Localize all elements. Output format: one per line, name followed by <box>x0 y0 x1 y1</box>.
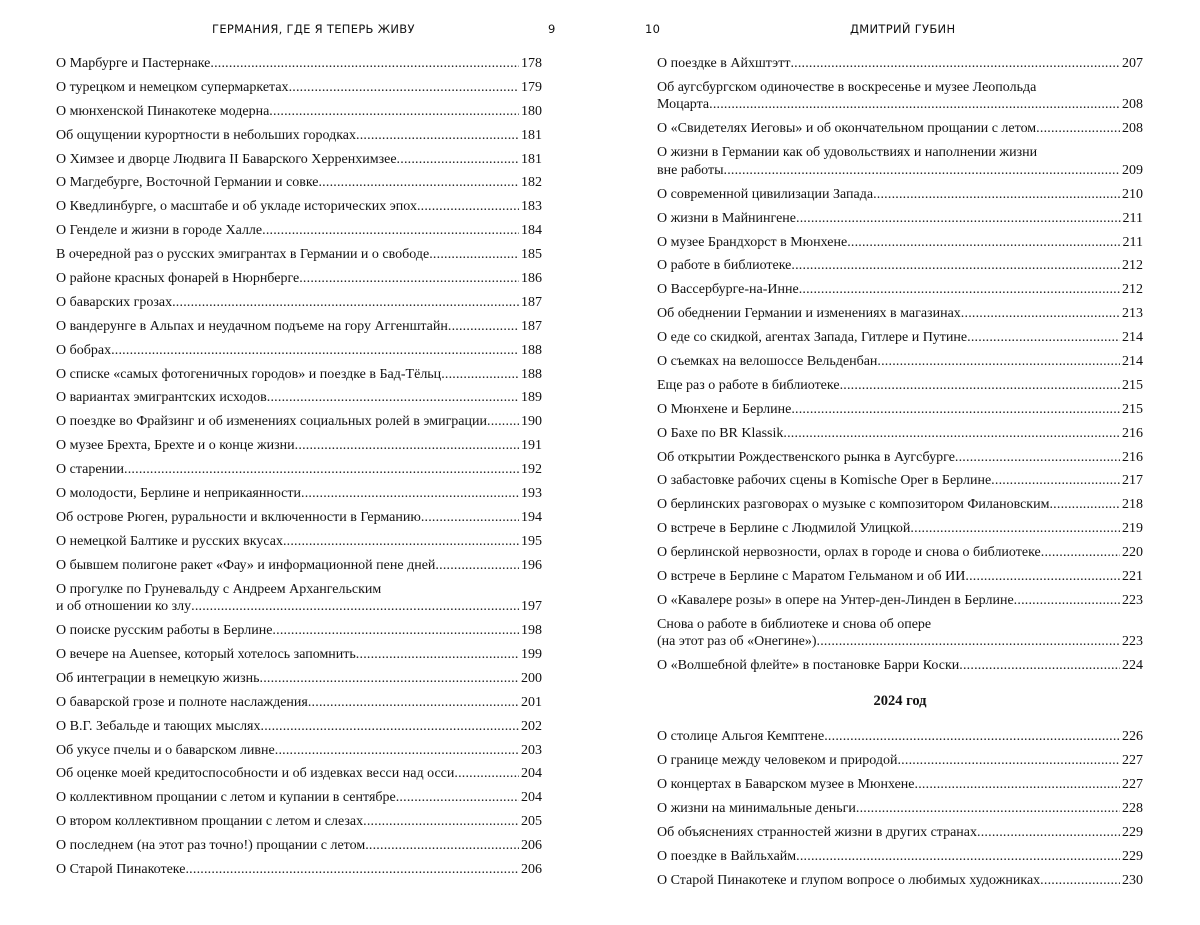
toc-entry-title: О жизни в Майнингене <box>657 210 797 226</box>
toc-entry-page: 206 <box>521 861 542 877</box>
toc-entry-title: О музее Брандхорст в Мюнхене <box>657 234 848 250</box>
toc-entry-title: О районе красных фонарей в Нюрнберге <box>56 271 300 287</box>
toc-entry-page: 188 <box>521 342 542 358</box>
toc-entry-title: Об открытии Рождественского рынка в Аугсбурге <box>657 449 955 465</box>
toc-entry-page: 229 <box>1122 848 1143 864</box>
toc-entry <box>657 657 1143 675</box>
toc-entry-title: В очередной раз о русских эмигрантах в Германии и о свободе <box>56 247 430 263</box>
toc-entry-page: 178 <box>521 56 542 71</box>
dot-leader <box>709 96 1120 114</box>
toc-entry-page: 200 <box>521 670 542 686</box>
toc-entry-title: О еде со скидкой, агентах Запада, Гитлере и Путине <box>657 330 968 346</box>
toc-entry <box>657 257 1143 275</box>
dot-leader <box>441 366 519 384</box>
toc-entry-page: 192 <box>521 462 542 478</box>
dot-leader <box>790 55 1120 73</box>
toc-entry-page: 211 <box>1122 234 1143 250</box>
toc-entry <box>657 329 1143 347</box>
toc-entry-title: О баварских грозах <box>56 294 173 310</box>
toc-entry-page: 217 <box>1122 473 1143 489</box>
toc-entry <box>657 449 1143 467</box>
toc-entry <box>56 461 542 479</box>
toc-entry-title: Об острове Рюген, руральности и включенности в Германию <box>56 509 421 525</box>
toc-entry-page: 229 <box>1122 825 1143 841</box>
toc-entry-title: О «Волшебной флейте» в постановке Барри Коски <box>657 658 960 674</box>
dot-leader <box>301 485 519 503</box>
toc-entry <box>56 485 542 503</box>
toc-entry-title: О Старой Пинакотеке <box>56 861 186 877</box>
toc-entry <box>657 377 1143 395</box>
toc-entry-title: О баварской грозе и полноте наслаждения <box>56 694 308 710</box>
toc-entry-page: 218 <box>1122 497 1143 513</box>
dot-leader <box>396 789 519 807</box>
toc-entry-page: 179 <box>521 79 542 95</box>
toc-entry-page: 187 <box>521 294 542 310</box>
toc-entry-page: 186 <box>521 271 542 287</box>
toc-entry-page: 199 <box>521 646 542 662</box>
dot-leader <box>261 718 520 736</box>
dot-leader <box>910 520 1120 538</box>
toc-entry-title: О границе между человеком и природой <box>657 753 898 769</box>
toc-entry <box>56 366 542 384</box>
toc-entry <box>657 848 1143 866</box>
toc-entry-title: О поездке во Фрайзинг и об изменениях социальных ролей в эмиграции <box>56 414 487 430</box>
toc-entry <box>56 557 542 575</box>
dot-leader <box>977 824 1120 842</box>
toc-entry-title: О встрече в Берлине с Маратом Гельманом и об ИИ <box>657 569 966 584</box>
toc-entry <box>56 174 542 192</box>
dot-leader <box>308 694 519 712</box>
toc-entry-title-line: Снова о работе в библиотеке и снова об опере <box>657 616 932 632</box>
toc-entry-page: 226 <box>1122 729 1143 745</box>
toc-entry-title: О «Свидетелях Иеговы» и об окончательном прощании с летом <box>657 121 1037 137</box>
toc-entry-title: О мюнхенской Пинакотеке модерна <box>56 103 270 119</box>
dot-leader <box>487 413 519 431</box>
dot-leader <box>289 79 519 97</box>
toc-entry-title: О встрече в Берлине с Людмилой Улицкой <box>657 521 911 537</box>
toc-entry-title: О Старой Пинакотеке и глупом вопросе о любимых художниках <box>657 872 1041 888</box>
dot-leader <box>791 257 1120 275</box>
dot-leader <box>365 837 519 855</box>
toc-entry-page: 228 <box>1122 801 1143 817</box>
toc-entry-page: 197 <box>521 599 542 615</box>
toc-entry <box>56 79 542 97</box>
toc-entry-page: 212 <box>1122 282 1143 298</box>
toc-entry-page: 193 <box>521 486 542 502</box>
dot-leader <box>796 848 1120 866</box>
toc-entry-page: 213 <box>1122 306 1143 322</box>
toc-entry-title: О Химзее и дворце Людвига II Баварского Херренхимзее <box>56 151 397 167</box>
toc-entry <box>657 800 1143 818</box>
toc-entry <box>56 246 542 264</box>
toc-entry-title: О музее Брехта, Брехте и о конце жизни <box>56 438 295 454</box>
toc-entry-page: 205 <box>521 814 542 830</box>
toc-entry <box>56 765 542 783</box>
toc-entry-title: Об оценке моей кредитоспособности и об издевках весси над осси <box>56 766 455 782</box>
toc-entry <box>56 718 542 736</box>
right-page <box>600 0 1200 925</box>
toc-entry-title: О концертах в Баварском музее в Мюнхене <box>657 777 915 793</box>
toc-entry <box>657 186 1143 204</box>
toc-entry-title-line: Об аугсбургском одиночестве в воскресенье и музее Леопольда <box>657 79 1037 95</box>
dot-leader <box>172 294 519 312</box>
dot-leader <box>454 765 519 783</box>
toc-entry-page: 184 <box>521 223 542 239</box>
toc-entry <box>657 872 1143 890</box>
toc-entry-page: 207 <box>1122 56 1143 71</box>
dot-leader <box>915 776 1120 794</box>
toc-entry-title: О турецком и немецком супермаркетах <box>56 79 289 95</box>
dot-leader <box>295 437 519 455</box>
toc-entry <box>56 813 542 831</box>
dot-leader <box>124 461 519 479</box>
right-page-number: 10 <box>645 22 661 36</box>
toc-entry-page: 210 <box>1122 186 1143 202</box>
dot-leader <box>421 509 519 527</box>
toc-entry-page: 223 <box>1122 634 1143 650</box>
toc-entry-page: 204 <box>521 766 542 782</box>
toc-entry-page: 212 <box>1122 258 1143 274</box>
dot-leader <box>1014 592 1120 610</box>
dot-leader <box>417 198 519 216</box>
toc-entry-title-line: О прогулке по Груневальду с Андреем Архангельским <box>56 581 382 597</box>
toc-entry-title: О втором коллективном прощании с летом и слезах <box>56 814 364 830</box>
toc-entry-page: 185 <box>521 247 542 263</box>
dot-leader <box>267 389 519 407</box>
toc-entry-title: О Марбурге и Пастернаке <box>56 56 211 71</box>
toc-entry <box>56 318 542 336</box>
dot-leader <box>356 127 519 145</box>
dot-leader <box>1049 496 1120 514</box>
toc-right-entries <box>657 55 1143 675</box>
toc-entry <box>56 222 542 240</box>
dot-leader <box>356 646 519 664</box>
toc-entry-page: 181 <box>521 127 542 143</box>
toc-entry-title: О бывшем полигоне ракет «Фау» и информационной пене дней <box>56 557 436 573</box>
toc-entry-title: О берлинских разговорах о музыке с композитором Филановским <box>657 497 1050 513</box>
dot-leader <box>873 186 1120 204</box>
toc-entry-page: 216 <box>1122 449 1143 465</box>
toc-entry-page: 196 <box>521 557 542 573</box>
toc-entry <box>657 210 1143 228</box>
toc-entry <box>56 646 542 664</box>
toc-entry <box>56 151 542 169</box>
dot-leader <box>1041 544 1120 562</box>
toc-entry-title: О поездке в Айхштэтт <box>657 56 791 71</box>
toc-entry-page: 195 <box>521 533 542 549</box>
toc-entry <box>657 472 1143 490</box>
dot-leader <box>272 622 519 640</box>
dot-leader <box>275 742 519 760</box>
toc-entry-page: 216 <box>1122 425 1143 441</box>
toc-entry-page: 202 <box>521 718 542 734</box>
dot-leader <box>965 568 1120 586</box>
dot-leader <box>283 533 519 551</box>
toc-entry-title: О поездке в Вайльхайм <box>657 848 797 864</box>
toc-entry-title: Об ощущении курортности в небольших городках <box>56 127 357 143</box>
toc-entry-page: 191 <box>521 438 542 454</box>
toc-entry <box>657 520 1143 538</box>
toc-entry-page: 188 <box>521 366 542 382</box>
toc-entry-page: 227 <box>1122 777 1143 793</box>
toc-entry-page: 204 <box>521 790 542 806</box>
toc-entry-title: О последнем (на этот раз точно!) прощании с летом <box>56 838 366 854</box>
dot-leader <box>877 353 1120 371</box>
toc-entry-page: 230 <box>1122 872 1143 888</box>
dot-leader <box>1040 872 1120 890</box>
toc-entry-title: О вечере на Auensee, который хотелось запомнить <box>56 646 356 662</box>
toc-entry-title: О Генделе и жизни в городе Халле <box>56 223 263 239</box>
toc-left-list <box>56 55 542 885</box>
toc-entry-title: О забастовке рабочих сцены в Komische Oper в Берлине <box>657 473 992 489</box>
toc-entry <box>657 728 1143 746</box>
dot-leader <box>961 305 1120 323</box>
toc-entry <box>56 103 542 121</box>
toc-entry-title: Об укусе пчелы и о баварском ливне <box>56 742 275 758</box>
toc-entry <box>657 353 1143 371</box>
toc-entry-title: Еще раз о работе в библиотеке <box>657 377 840 393</box>
toc-entry-page: 220 <box>1122 545 1143 561</box>
toc-entry-title: Об объяснениях странностей жизни в других странах <box>657 825 978 841</box>
toc-entry <box>56 509 542 527</box>
toc-entry-page: 189 <box>521 390 542 406</box>
dot-leader <box>1036 120 1120 138</box>
toc-entry <box>657 568 1143 586</box>
toc-entry-page: 201 <box>521 694 542 710</box>
dot-leader <box>840 377 1120 395</box>
dot-leader <box>185 861 519 879</box>
dot-leader <box>363 813 519 831</box>
toc-entry-page: 215 <box>1122 401 1143 417</box>
toc-entry <box>56 127 542 145</box>
toc-entry-title: О бобрах <box>56 342 112 358</box>
toc-entry-title: О коллективном прощании с летом и купании в сентябре <box>56 790 396 806</box>
dot-leader <box>959 657 1120 675</box>
toc-entry <box>56 413 542 431</box>
toc-entry-page: 206 <box>521 838 542 854</box>
dot-leader <box>796 210 1121 228</box>
toc-entry-page: 208 <box>1122 121 1143 137</box>
toc-entry-title: О старении <box>56 462 125 478</box>
toc-entry-title: О Мюнхене и Берлине <box>657 401 792 417</box>
toc-right-list <box>657 55 1143 896</box>
toc-entry <box>56 437 542 455</box>
toc-entry-page: 194 <box>521 509 542 525</box>
dot-leader <box>724 162 1121 180</box>
dot-leader <box>191 598 519 616</box>
section-heading-2024: 2024 год <box>873 692 927 709</box>
toc-entry <box>56 342 542 360</box>
toc-entry-page: 219 <box>1122 521 1143 537</box>
toc-entry-page: 203 <box>521 742 542 758</box>
toc-entry-title: О работе в библиотеке <box>657 258 792 274</box>
toc-entry-page: 214 <box>1122 330 1143 346</box>
dot-leader <box>210 55 519 73</box>
toc-entry-page: 223 <box>1122 592 1143 608</box>
toc-entry-title: О жизни на минимальные деньги <box>657 801 856 817</box>
toc-entry-page: 224 <box>1122 658 1143 674</box>
toc-entry-title: О «Кавалере розы» в опере на Унтер-ден-Линден в Берлине <box>657 592 1014 608</box>
toc-entry-title: и об отношении ко злу <box>56 599 192 615</box>
toc-entry <box>56 533 542 551</box>
toc-entry-title: О Вассербурге-на-Инне <box>657 282 799 298</box>
toc-entry <box>657 544 1143 562</box>
toc-entry-page: 190 <box>521 414 542 430</box>
toc-entry <box>657 616 1143 651</box>
toc-entry-title: О вандерунге в Альпах и неудачном подъеме на гору Аггенштайн <box>56 318 448 334</box>
toc-entry <box>657 824 1143 842</box>
dot-leader <box>318 174 519 192</box>
dot-leader <box>967 329 1120 347</box>
toc-entry <box>56 581 542 616</box>
toc-entry-title: О В.Г. Зебальде и тающих мыслях <box>56 718 261 734</box>
toc-entry <box>56 389 542 407</box>
dot-leader <box>791 401 1120 419</box>
toc-entry <box>56 742 542 760</box>
dot-leader <box>448 318 519 336</box>
toc-entry <box>657 592 1143 610</box>
toc-entry-page: 187 <box>521 318 542 334</box>
toc-entry-page: 183 <box>521 199 542 215</box>
toc-entry-title: О Магдебурге, Восточной Германии и совке <box>56 175 319 191</box>
toc-entry <box>56 198 542 216</box>
dot-leader <box>897 752 1120 770</box>
toc-entry-page: 211 <box>1122 210 1143 226</box>
toc-entry-title: О съемках на велошоссе Вельденбан <box>657 353 878 369</box>
toc-entry-title: О списке «самых фотогеничных городов» и поездке в Бад-Тёльц <box>56 366 442 382</box>
dot-leader <box>817 633 1120 651</box>
toc-entry <box>657 752 1143 770</box>
toc-entry <box>657 425 1143 443</box>
toc-entry <box>56 694 542 712</box>
toc-entry-title: О молодости, Берлине и неприкаянности <box>56 486 301 502</box>
toc-2024-entries <box>657 728 1143 889</box>
toc-entry-page: 208 <box>1122 97 1143 113</box>
toc-entry-page: 180 <box>521 103 542 119</box>
toc-entry <box>657 120 1143 138</box>
toc-entry <box>56 294 542 312</box>
dot-leader <box>824 728 1120 746</box>
toc-entry-title: О Бахе по BR Klassik <box>657 425 784 441</box>
dot-leader <box>299 270 519 288</box>
toc-entry <box>56 622 542 640</box>
right-running-title: ДМИТРИЙ ГУБИН <box>850 22 956 36</box>
dot-leader <box>397 151 519 169</box>
left-page-number: 9 <box>548 22 556 36</box>
dot-leader <box>856 800 1120 818</box>
toc-entry-page: 198 <box>521 623 542 639</box>
toc-entry <box>657 79 1143 114</box>
toc-entry <box>56 861 542 879</box>
toc-entry <box>56 670 542 688</box>
toc-entry <box>657 496 1143 514</box>
toc-entry <box>56 789 542 807</box>
toc-entry-title: О современной цивилизации Запада <box>657 186 874 202</box>
toc-entry <box>657 776 1143 794</box>
toc-entry-title: О Кведлинбурге, о масштабе и об укладе исторических эпох <box>56 199 417 215</box>
toc-entry <box>657 55 1143 73</box>
dot-leader <box>269 103 519 121</box>
toc-entry-page: 215 <box>1122 377 1143 393</box>
toc-entry-title: О немецкой Балтике и русских вкусах <box>56 533 283 549</box>
toc-entry-page: 221 <box>1122 569 1143 584</box>
toc-entry-title-line: О жизни в Германии как об удовольствиях и наполнении жизни <box>657 145 1038 161</box>
dot-leader <box>435 557 519 575</box>
toc-entry-title: вне работы <box>657 162 724 178</box>
toc-entry-page: 182 <box>521 175 542 191</box>
dot-leader <box>429 246 519 264</box>
toc-entry-page: 227 <box>1122 753 1143 769</box>
toc-entry <box>56 837 542 855</box>
toc-entry-title: (на этот раз об «Онегине») <box>657 634 817 650</box>
dot-leader <box>799 281 1120 299</box>
toc-entry <box>657 305 1143 323</box>
dot-leader <box>260 670 520 688</box>
toc-entry-title: О поиске русским работы в Берлине <box>56 623 273 639</box>
dot-leader <box>111 342 519 360</box>
toc-entry-page: 181 <box>521 151 542 167</box>
toc-entry-title: О столице Альгоя Кемптене <box>657 729 825 745</box>
dot-leader <box>991 472 1120 490</box>
dot-leader <box>847 234 1120 252</box>
toc-entry <box>657 281 1143 299</box>
toc-entry <box>56 55 542 73</box>
toc-entry <box>657 144 1143 179</box>
toc-entry-title: Моцарта <box>657 97 710 113</box>
toc-entry <box>657 234 1143 252</box>
toc-entry-title: О берлинской нервозности, орлах в городе и снова о библиотеке <box>657 545 1041 561</box>
toc-entry-title: Об интеграции в немецкую жизнь <box>56 670 260 686</box>
toc-entry <box>56 270 542 288</box>
dot-leader <box>783 425 1120 443</box>
toc-entry-title: О вариантах эмигрантских исходов <box>56 390 267 406</box>
toc-entry <box>657 401 1143 419</box>
toc-entry-page: 209 <box>1122 162 1143 178</box>
dot-leader <box>955 449 1120 467</box>
left-running-title: ГЕРМАНИЯ, ГДЕ Я ТЕПЕРЬ ЖИВУ <box>212 22 415 36</box>
toc-entry-page: 214 <box>1122 353 1143 369</box>
toc-entry-title: Об обеднении Германии и изменениях в магазинах <box>657 306 961 322</box>
dot-leader <box>262 222 519 240</box>
